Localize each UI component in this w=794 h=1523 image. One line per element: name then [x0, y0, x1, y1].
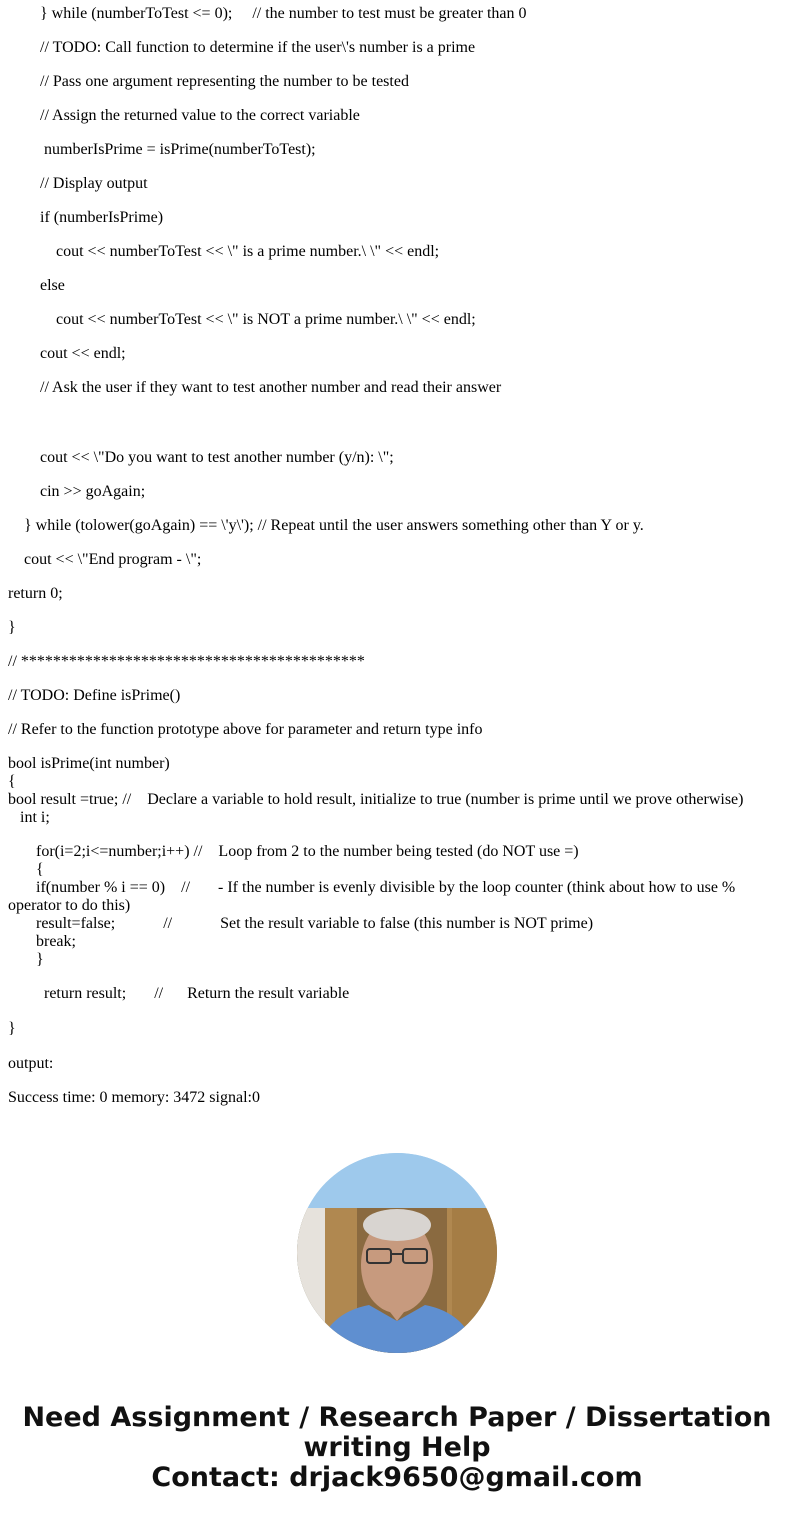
- code-line: if (numberIsPrime): [8, 209, 164, 226]
- code-line: } while (tolower(goAgain) == \'y\'); // Repeat until the user answers something other than Y or y.: [8, 517, 644, 534]
- code-line: cout << numberToTest << \" is NOT a prime number.\ \" << endl;: [8, 311, 476, 328]
- code-line: }: [8, 619, 16, 636]
- code-line: // Assign the returned value to the correct variable: [8, 107, 360, 124]
- code-line: cout << endl;: [8, 345, 126, 362]
- code-line: bool isPrime(int number): [8, 755, 170, 772]
- code-line: // TODO: Define isPrime(): [8, 687, 181, 704]
- promo-line: Need Assignment / Research Paper / Dissertation: [22, 1402, 772, 1433]
- contact-email: Contact: drjack9650@gmail.com: [151, 1462, 643, 1493]
- code-line: return result; // Return the result variable: [8, 985, 350, 1002]
- code-line: for(i=2;i<=number;i++) // Loop from 2 to the number being tested (do NOT use =): [8, 843, 579, 860]
- code-line: cout << \"Do you want to test another number (y/n): \";: [8, 449, 394, 466]
- code-line: // *******************************************: [8, 653, 365, 670]
- code-line: if(number % i == 0) // - If the number is evenly divisible by the loop counter (think about how to use % operator to do this): [8, 879, 740, 914]
- code-line: else: [8, 277, 65, 294]
- code-line: cout << \"End program - \";: [8, 551, 202, 568]
- code-line: }: [8, 951, 44, 968]
- promo-line: writing Help: [303, 1432, 491, 1463]
- code-line: result=false; // Set the result variable to false (this number is NOT prime): [8, 915, 594, 932]
- code-line: // Ask the user if they want to test another number and read their answer: [8, 379, 502, 396]
- author-portrait: [297, 1153, 497, 1353]
- code-line: // Refer to the function prototype above for parameter and return type info: [8, 721, 483, 738]
- code-line: int i;: [8, 809, 50, 826]
- code-line: // Pass one argument representing the number to be tested: [8, 73, 409, 90]
- code-line: // TODO: Call function to determine if the user\'s number is a prime: [8, 39, 476, 56]
- code-line: break;: [8, 933, 76, 950]
- output-label: output:: [8, 1055, 54, 1072]
- output-result: Success time: 0 memory: 3472 signal:0: [8, 1089, 260, 1106]
- code-line: cout << numberToTest << \" is a prime number.\ \" << endl;: [8, 243, 440, 260]
- code-line: {: [8, 773, 16, 790]
- contact-banner: [0, 1403, 794, 1493]
- code-line: } while (numberToTest <= 0); // the number to test must be greater than 0: [8, 5, 527, 22]
- code-line: bool result =true; // Declare a variable to hold result, initialize to true (number is prime until we prove otherwise): [8, 791, 744, 808]
- code-line: numberIsPrime = isPrime(numberToTest);: [8, 141, 316, 158]
- code-line: cin >> goAgain;: [8, 483, 146, 500]
- code-line: }: [8, 1020, 16, 1037]
- code-line: // Display output: [8, 175, 148, 192]
- code-line: return 0;: [8, 585, 63, 602]
- code-line: {: [8, 861, 44, 878]
